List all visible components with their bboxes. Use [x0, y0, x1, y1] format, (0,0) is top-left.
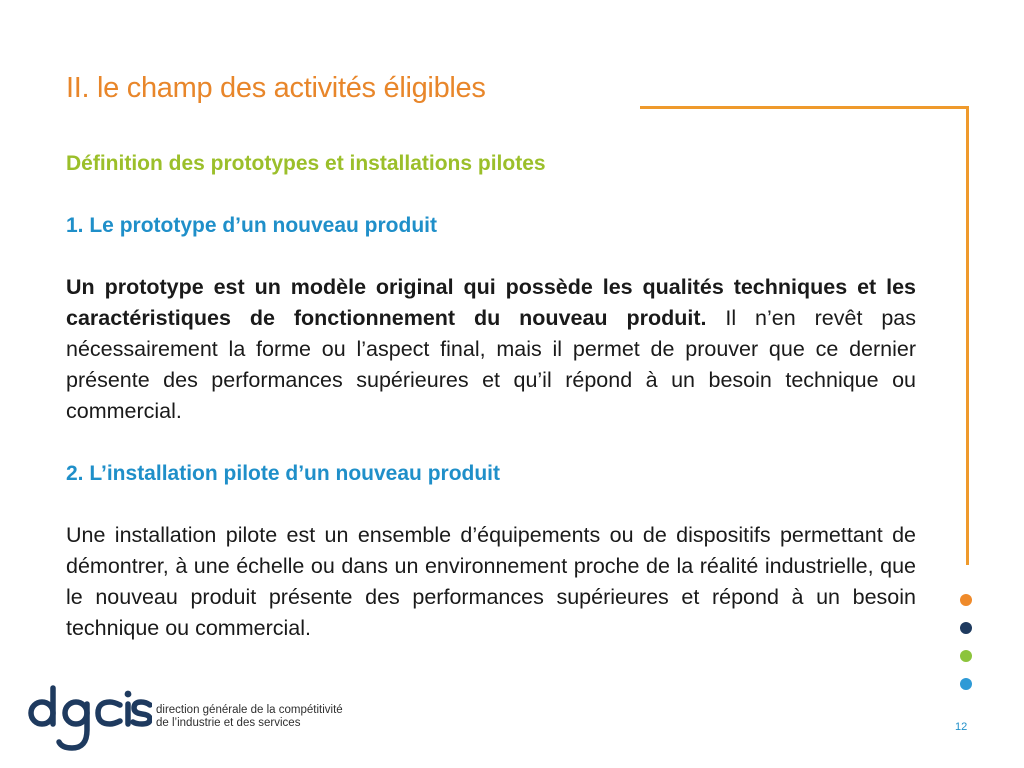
logo-tagline-line2: de l’industrie et des services [156, 717, 301, 729]
frame-line-top [640, 106, 968, 109]
section-1-heading: 1. Le prototype d’un nouveau produit [66, 214, 437, 237]
logo-tagline [156, 704, 343, 730]
page-number: 12 [955, 721, 968, 733]
orange-dot-icon [960, 594, 972, 606]
section-2-heading: 2. L’installation pilote d’un nouveau produit [66, 462, 501, 485]
slide-content [66, 148, 916, 675]
frame-line-right [966, 106, 969, 565]
section-2-paragraph: Une installation pilote est un ensemble d’équipements ou de dispositifs permettant de démontrer, à une échelle ou dans un environnement proche de la réalité industrielle, que le nouveau produit présente des performances supérieures et répond à un besoin technique ou commercial. [66, 523, 916, 640]
section-1-paragraph [66, 272, 916, 427]
dgcis-wordmark-logo [28, 680, 152, 756]
navy-dot-icon [960, 622, 972, 634]
slide-subtitle: Définition des prototypes et installations pilotes [66, 152, 546, 175]
blue-dot-icon [960, 678, 972, 690]
slide-title: II. le champ des activités éligibles [66, 72, 486, 104]
logo-tagline-line1: direction générale de la compétitivité [156, 704, 343, 716]
green-dot-icon [960, 650, 972, 662]
section-1-normal-text: Il n’en revêt pas nécessairement la forme ou l’aspect final, mais il permet de prouver que ce dernier présente des performances supérieures et qu’il répond à un besoin technique ou commercial. [66, 306, 916, 423]
dgcis-logo [28, 680, 343, 760]
section-1-bold-text: Un prototype est un modèle original qui possède les qualités techniques et les caractéristiques de fonctionnement du nouveau produit. [66, 275, 916, 330]
